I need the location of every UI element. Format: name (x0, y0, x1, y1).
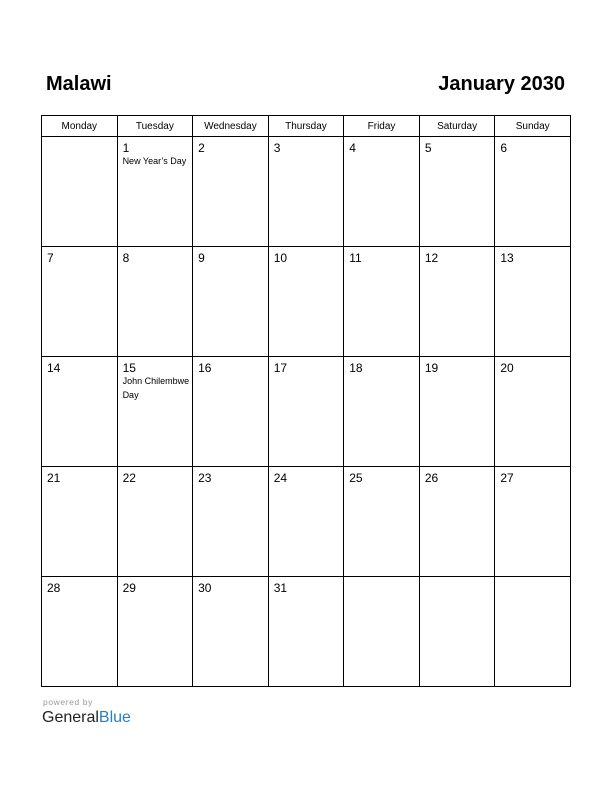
day-cell (117, 357, 193, 467)
weekday-header: Sunday (495, 116, 571, 137)
day-cell (193, 247, 269, 357)
weekday-header: Tuesday (117, 116, 193, 137)
day-cell (495, 247, 571, 357)
day-number: 7 (47, 251, 54, 265)
week-row (42, 467, 571, 577)
day-cell (117, 577, 193, 687)
day-number: 4 (349, 141, 356, 155)
day-cell (117, 137, 193, 247)
day-cell (344, 577, 420, 687)
brand-general: General (42, 709, 99, 726)
brand-blue: Blue (98, 709, 131, 726)
day-number: 25 (349, 471, 363, 485)
day-cell (117, 467, 193, 577)
day-number: 2 (198, 141, 205, 155)
day-number: 10 (273, 251, 288, 265)
week-row (42, 137, 571, 247)
day-cell (268, 577, 344, 687)
day-cell (419, 357, 495, 467)
weekday-header: Saturday (419, 116, 495, 137)
day-number: 15 (122, 361, 136, 375)
day-number: 12 (424, 251, 439, 265)
day-cell (268, 137, 344, 247)
day-cell (42, 247, 118, 357)
holiday-label: John Chilembwe Day (122, 376, 190, 400)
day-cell (268, 467, 344, 577)
day-number: 23 (198, 471, 212, 485)
day-cell (419, 577, 495, 687)
day-cell (344, 247, 420, 357)
day-number: 13 (500, 251, 514, 265)
day-number: 20 (500, 361, 514, 375)
day-number: 21 (47, 471, 61, 485)
day-number: 1 (122, 141, 130, 155)
day-number: 11 (349, 251, 362, 265)
day-cell (268, 357, 344, 467)
day-number: 26 (424, 471, 439, 485)
day-cell (495, 137, 571, 247)
day-cell (193, 357, 269, 467)
day-number: 30 (198, 581, 212, 595)
day-cell (117, 247, 193, 357)
day-number: 8 (122, 251, 130, 265)
day-cell (42, 577, 118, 687)
day-cell (193, 137, 269, 247)
calendar-title-month: January 2030 (438, 73, 565, 95)
day-cell (419, 467, 495, 577)
day-number: 5 (424, 141, 432, 155)
day-cell (495, 467, 571, 577)
weekday-header: Friday (344, 116, 420, 137)
week-row (42, 247, 571, 357)
day-number: 28 (47, 581, 61, 595)
day-cell (42, 137, 118, 247)
day-number: 24 (273, 471, 288, 485)
weekday-header-row (42, 116, 571, 137)
day-number: 19 (424, 361, 439, 375)
day-cell (495, 357, 571, 467)
day-cell (344, 357, 420, 467)
day-cell (193, 467, 269, 577)
day-cell (268, 247, 344, 357)
day-number: 6 (500, 141, 508, 155)
calendar-grid (41, 115, 571, 687)
day-number: 31 (273, 581, 288, 595)
day-number: 22 (122, 471, 136, 485)
powered-by-label: powered by (43, 697, 93, 707)
calendar-title-country: Malawi (46, 73, 112, 95)
day-number: 16 (198, 361, 212, 375)
day-cell (42, 357, 118, 467)
day-number: 27 (500, 471, 514, 485)
day-number: 17 (273, 361, 288, 375)
day-number: 3 (273, 141, 281, 155)
day-cell (344, 137, 420, 247)
day-number: 18 (349, 361, 363, 375)
day-cell (419, 137, 495, 247)
day-cell (495, 577, 571, 687)
generalblue-logo (42, 708, 131, 728)
day-number: 9 (198, 251, 205, 265)
weekday-header: Wednesday (193, 116, 269, 137)
week-row (42, 577, 571, 687)
day-cell (193, 577, 269, 687)
weekday-header: Thursday (268, 116, 344, 137)
day-cell (42, 467, 118, 577)
day-cell (419, 247, 495, 357)
week-row (42, 357, 571, 467)
day-number: 14 (47, 361, 61, 375)
weekday-header: Monday (42, 116, 118, 137)
day-cell (344, 467, 420, 577)
day-number: 29 (122, 581, 136, 595)
holiday-label: New Year’s Day (122, 156, 187, 166)
